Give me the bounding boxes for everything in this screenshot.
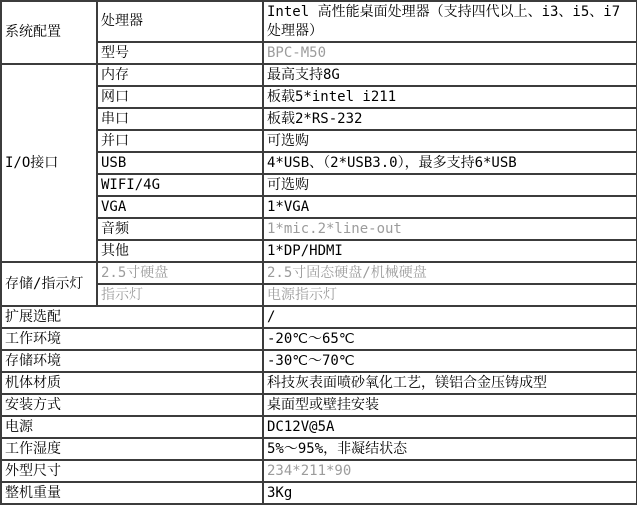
table-row bbox=[1, 262, 637, 284]
spec-value-cell: 可选购 bbox=[263, 130, 637, 152]
table-row bbox=[1, 196, 637, 218]
table-row bbox=[1, 1, 637, 42]
spec-label-cell: WIFI/4G bbox=[97, 174, 263, 196]
spec-label-cell: 2.5寸硬盘 bbox=[97, 262, 263, 284]
spec-label-cell: 并口 bbox=[97, 130, 263, 152]
spec-group-cell: 存储/指示灯 bbox=[1, 262, 97, 306]
spec-value-cell: 电源指示灯 bbox=[263, 284, 637, 306]
table-row bbox=[1, 218, 637, 240]
spec-value-cell: 5%～95%，非凝结状态 bbox=[263, 438, 637, 460]
table-row bbox=[1, 416, 637, 438]
spec-label-cell: 其他 bbox=[97, 240, 263, 262]
spec-label-cell: USB bbox=[97, 152, 263, 174]
spec-label-cell: 安装方式 bbox=[1, 394, 263, 416]
spec-label-cell: 工作湿度 bbox=[1, 438, 263, 460]
spec-value-cell: / bbox=[263, 306, 637, 328]
spec-value-cell: 1*DP/HDMI bbox=[263, 240, 637, 262]
spec-value-cell: -20℃～65℃ bbox=[263, 328, 637, 350]
spec-label-cell: 网口 bbox=[97, 86, 263, 108]
spec-value-cell: 1*mic.2*line-out bbox=[263, 218, 637, 240]
spec-group-cell: I/O接口 bbox=[1, 64, 97, 262]
spec-label-cell: VGA bbox=[97, 196, 263, 218]
table-row bbox=[1, 152, 637, 174]
table-row bbox=[1, 394, 637, 416]
spec-value-cell: 板载2*RS-232 bbox=[263, 108, 637, 130]
spec-value-cell: DC12V@5A bbox=[263, 416, 637, 438]
table-row bbox=[1, 42, 637, 64]
table-row bbox=[1, 482, 637, 504]
spec-label-cell: 型号 bbox=[97, 42, 263, 64]
table-row bbox=[1, 108, 637, 130]
spec-value-cell: 3Kg bbox=[263, 482, 637, 504]
spec-label-cell: 整机重量 bbox=[1, 482, 263, 504]
table-row bbox=[1, 130, 637, 152]
table-row bbox=[1, 284, 637, 306]
table-row bbox=[1, 372, 637, 394]
spec-label-cell: 串口 bbox=[97, 108, 263, 130]
spec-value-cell: BPC-M50 bbox=[263, 42, 637, 64]
spec-value-cell: 科技灰表面喷砂氧化工艺，镁铝合金压铸成型 bbox=[263, 372, 637, 394]
spec-value-cell: 可选购 bbox=[263, 174, 637, 196]
spec-label-cell: 音频 bbox=[97, 218, 263, 240]
table-row bbox=[1, 438, 637, 460]
table-row bbox=[1, 174, 637, 196]
spec-value-cell: 板载5*intel i211 bbox=[263, 86, 637, 108]
spec-label-cell: 指示灯 bbox=[97, 284, 263, 306]
spec-label-cell: 处理器 bbox=[97, 1, 263, 42]
table-row bbox=[1, 86, 637, 108]
spec-value-cell: 桌面型或壁挂安装 bbox=[263, 394, 637, 416]
table-row bbox=[1, 328, 637, 350]
table-row bbox=[1, 350, 637, 372]
spec-value-cell: 1*VGA bbox=[263, 196, 637, 218]
spec-label-cell: 机体材质 bbox=[1, 372, 263, 394]
spec-value-cell: 234*211*90 bbox=[263, 460, 637, 482]
spec-label-cell: 内存 bbox=[97, 64, 263, 86]
table-row bbox=[1, 240, 637, 262]
table-row bbox=[1, 64, 637, 86]
spec-value-cell: -30℃～70℃ bbox=[263, 350, 637, 372]
table-row bbox=[1, 306, 637, 328]
spec-value-cell: 最高支持8G bbox=[263, 64, 637, 86]
spec-value-cell: Intel 高性能桌面处理器（支持四代以上、i3、i5、i7处理器） bbox=[263, 1, 637, 42]
spec-value-cell: 2.5寸固态硬盘/机械硬盘 bbox=[263, 262, 637, 284]
spec-label-cell: 扩展选配 bbox=[1, 306, 263, 328]
spec-label-cell: 外型尺寸 bbox=[1, 460, 263, 482]
table-row bbox=[1, 460, 637, 482]
spec-label-cell: 工作环境 bbox=[1, 328, 263, 350]
spec-value-cell: 4*USB、（2*USB3.0），最多支持6*USB bbox=[263, 152, 637, 174]
spec-label-cell: 电源 bbox=[1, 416, 263, 438]
spec-group-cell: 系统配置 bbox=[1, 1, 97, 64]
spec-label-cell: 存储环境 bbox=[1, 350, 263, 372]
